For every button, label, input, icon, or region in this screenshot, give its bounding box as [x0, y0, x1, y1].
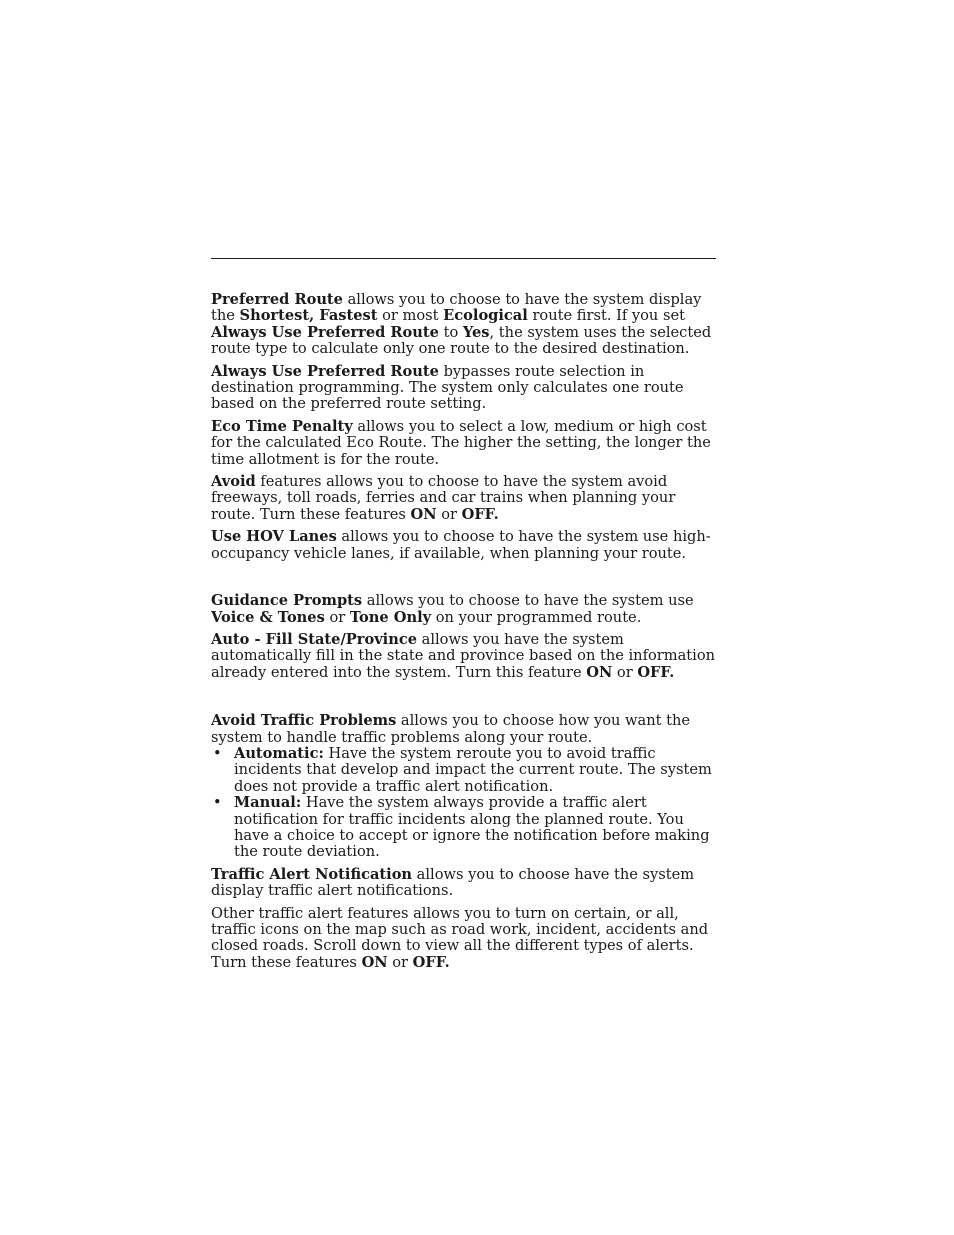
- manual-body: [211, 292, 721, 971]
- term-preferred-route: Preferred Route: [211, 291, 343, 308]
- term-on: ON: [586, 663, 613, 681]
- paragraph-auto-fill: [211, 632, 721, 681]
- text: Have the system reroute you to avoid traffic incidents that develop and impact the current route. The system does not provide a traffic alert notification.: [234, 744, 712, 795]
- term-tone-only: Tone Only: [349, 608, 432, 626]
- text: route first. If you set: [527, 307, 685, 325]
- text: allows you to choose to have the system use high-occupancy vehicle lanes, if available, when planning your route.: [211, 528, 711, 562]
- paragraph-other-traffic-alerts: [211, 906, 721, 972]
- term-eco-time-penalty: Eco Time Penalty: [211, 417, 353, 435]
- text: allows you to choose how you want the system to handle traffic problems along your route.: [211, 712, 691, 746]
- term-on: ON: [361, 953, 388, 971]
- term-manual: Manual:: [234, 794, 302, 812]
- term-always-use-preferred-route: Always Use Preferred Route: [211, 362, 439, 380]
- term-guidance-prompts: Guidance Prompts: [211, 592, 363, 610]
- term-voice-tones: Voice & Tones: [211, 608, 325, 626]
- text: or: [612, 663, 638, 681]
- text: or: [436, 505, 462, 523]
- paragraph-guidance-prompts: [211, 593, 721, 626]
- list-item-manual: [211, 795, 721, 861]
- text: allows you have the system automatically fill in the state and province based on the information already entered into the system. Turn this feature: [211, 630, 716, 681]
- paragraph-preferred-route: [211, 292, 721, 358]
- paragraph-always-use-preferred-route: [211, 364, 721, 413]
- term-shortest-fastest: Shortest, Fastest: [239, 307, 378, 325]
- text: allows you to choose to have the system display the: [211, 291, 702, 325]
- term-off: OFF.: [412, 953, 450, 971]
- text: on your programmed route.: [431, 608, 642, 626]
- text: Have the system always provide a traffic alert notification for traffic incidents along the planned route. You have a choice to accept or ignore the notification before making the route deviation.: [234, 794, 710, 861]
- term-avoid-traffic-problems: Avoid Traffic Problems: [211, 712, 397, 730]
- paragraph-eco-time-penalty: [211, 419, 721, 468]
- paragraph-avoid-traffic-problems: [211, 713, 721, 746]
- term-off: OFF.: [461, 505, 499, 523]
- header-rule: [211, 258, 716, 259]
- term-traffic-alert-notification: Traffic Alert Notification: [211, 865, 413, 883]
- text: allows you to choose to have the system use: [362, 592, 694, 610]
- text: allows you to choose have the system display traffic alert notifications.: [211, 865, 695, 900]
- term-avoid: Avoid: [211, 473, 256, 491]
- term-yes: Yes: [462, 323, 490, 341]
- text: bypasses route selection in destination programming. The system only calculates one route based on the preferred route setting.: [211, 362, 684, 413]
- list-item-automatic: [211, 746, 721, 795]
- text: allows you to select a low, medium or high cost for the calculated Eco Route. The higher the setting, the longer the time allotment is for the route.: [211, 417, 711, 468]
- text: or: [387, 953, 413, 971]
- text: or: [324, 608, 350, 626]
- paragraph-avoid: [211, 474, 721, 523]
- text: Other traffic alert features allows you to turn on certain, or all, traffic icons on the map such as road work, incident, accidents and closed roads. Scroll down to view all the different types of alerts. Turn these features: [211, 904, 709, 971]
- term-use-hov-lanes: Use HOV Lanes: [211, 528, 337, 546]
- text: to: [438, 323, 463, 341]
- term-ecological: Ecological: [443, 307, 528, 325]
- term-off: OFF.: [637, 663, 675, 681]
- text: , the system uses the selected route type to calculate only one route to the desired destination.: [211, 323, 712, 358]
- term-always-use-preferred: Always Use Preferred Route: [211, 323, 439, 341]
- text: or most: [377, 307, 444, 325]
- term-automatic: Automatic:: [234, 744, 324, 762]
- paragraph-traffic-alert-notification: [211, 867, 721, 900]
- text: features allows you to choose to have the system avoid freeways, toll roads, ferries and car trains when planning your route. Turn these features: [211, 473, 676, 523]
- paragraph-use-hov-lanes: [211, 529, 721, 562]
- traffic-options-list: [211, 746, 721, 861]
- term-on: ON: [410, 505, 437, 523]
- term-auto-fill: Auto - Fill State/Province: [211, 630, 417, 648]
